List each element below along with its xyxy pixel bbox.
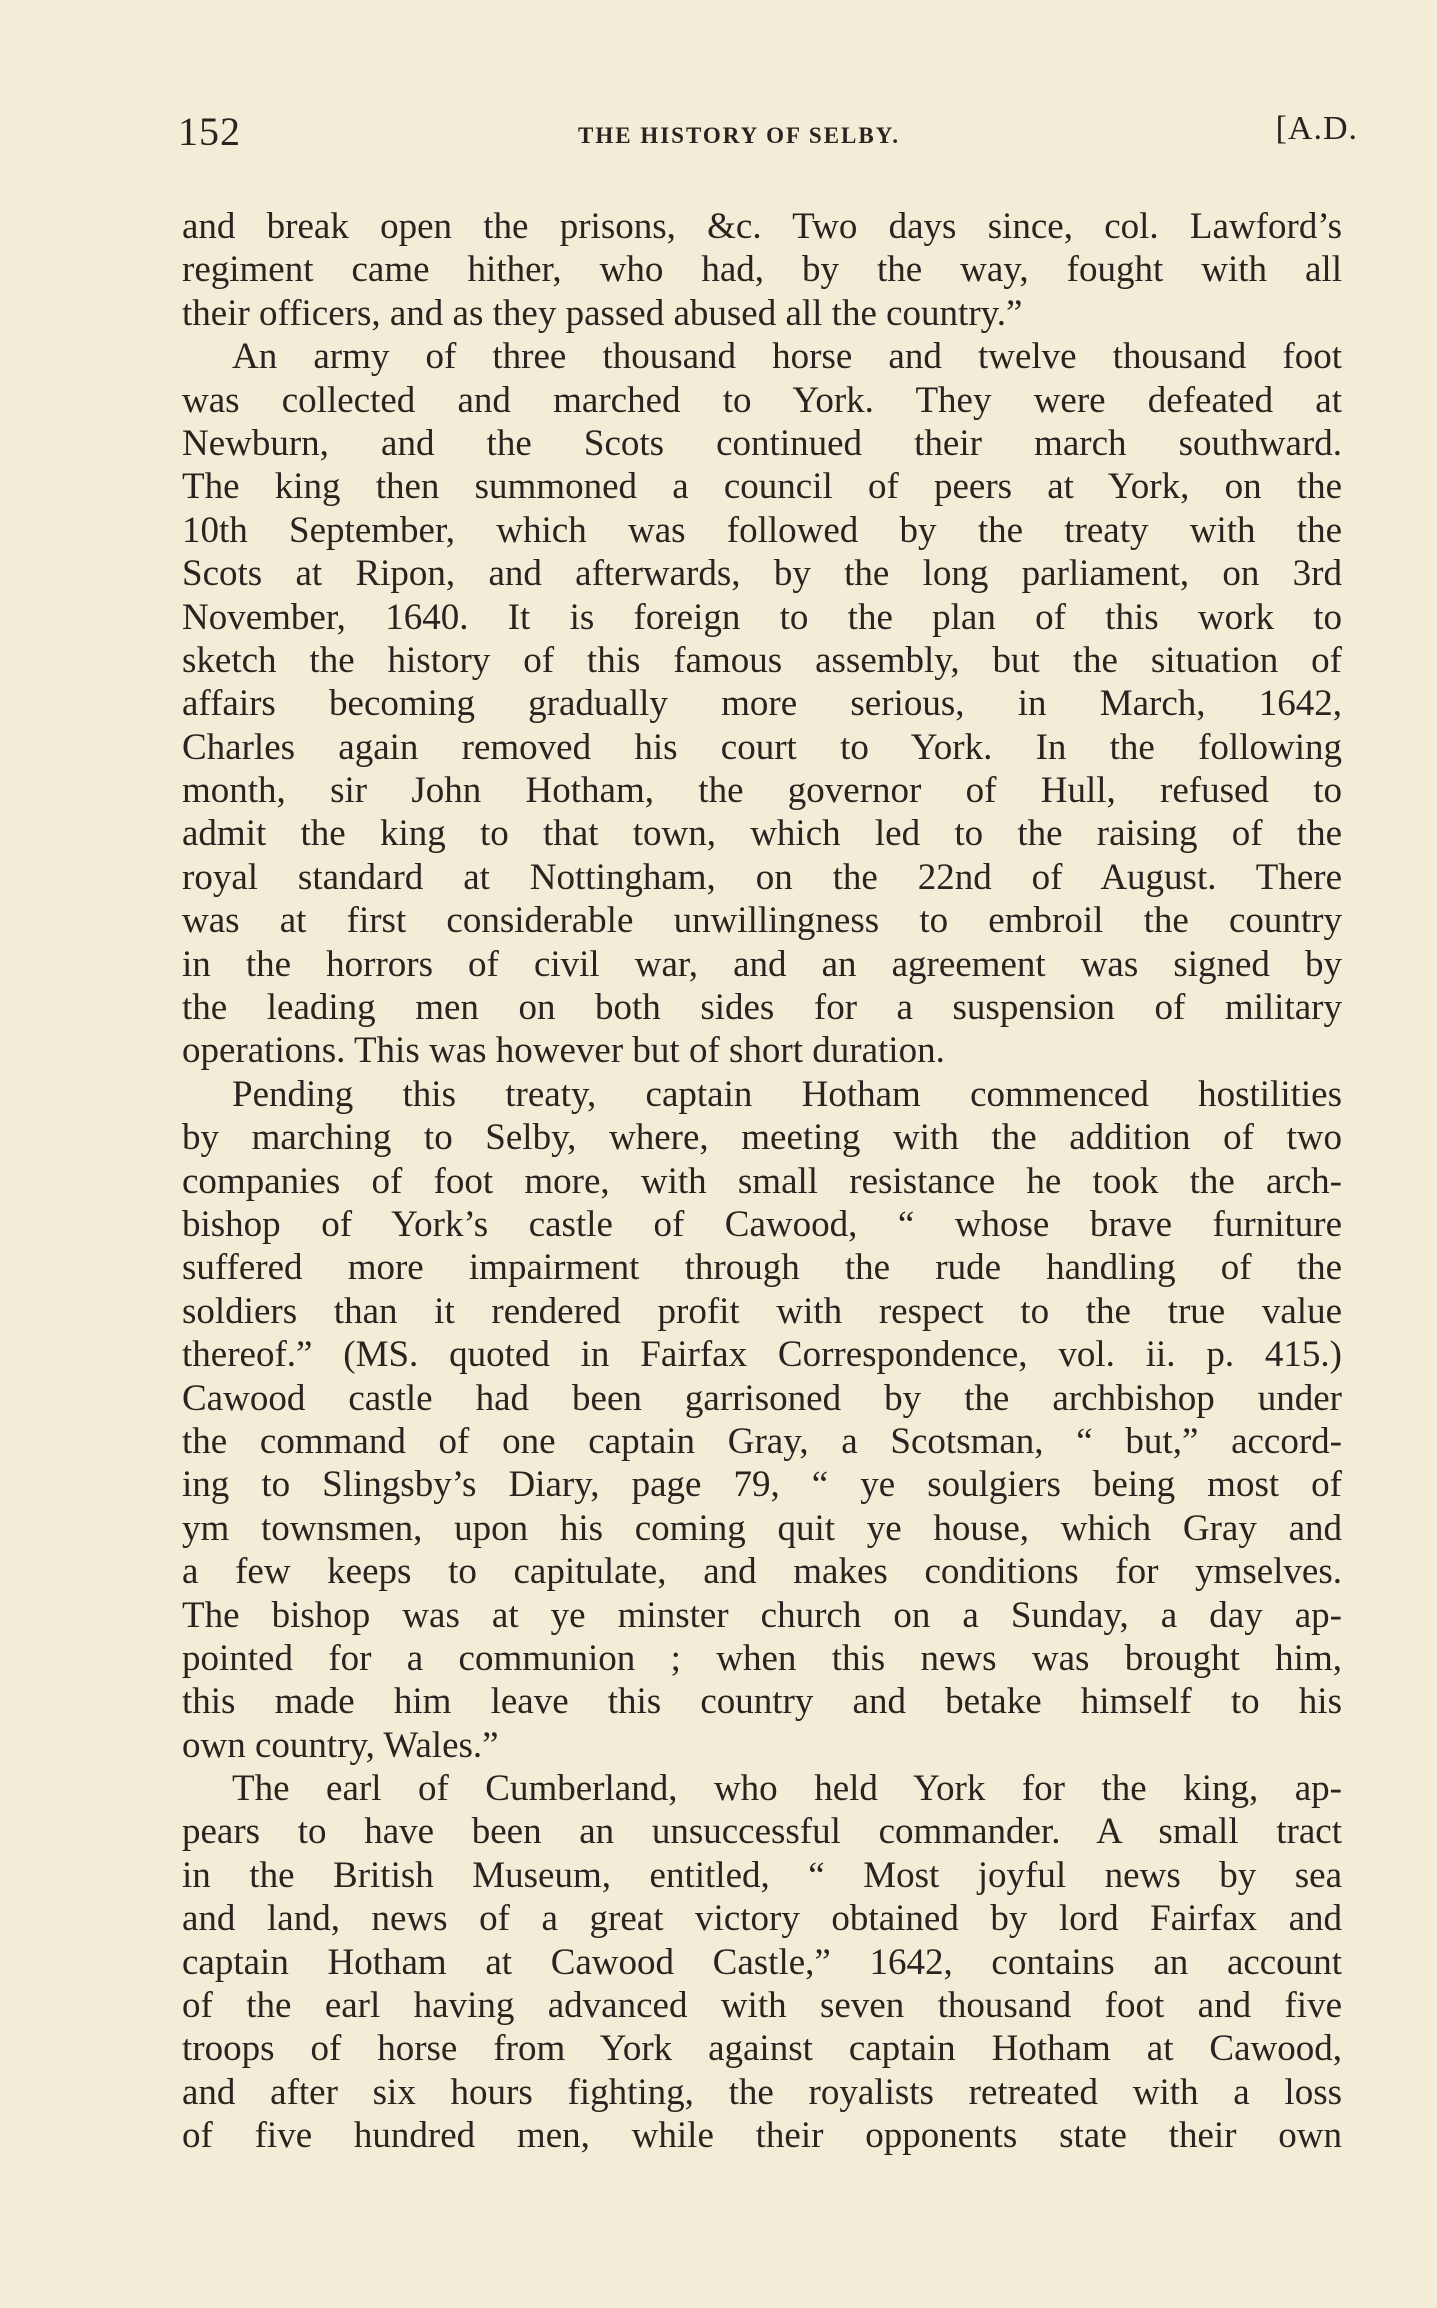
text-line: ing to Slingsby’s Diary, page 79, “ ye soulgiers being most of: [182, 1464, 1342, 1506]
text-line: regiment came hither, who had, by the way, fought with all: [182, 249, 1342, 291]
text-line: month, sir John Hotham, the governor of Hull, refused to: [182, 770, 1342, 812]
text-line: thereof.” (MS. quoted in Fairfax Correspondence, vol. ii. p. 415.): [182, 1334, 1342, 1376]
text-line: their officers, and as they passed abused all the country.”: [182, 292, 1023, 334]
text-line: Charles again removed his court to York. In the following: [182, 726, 1342, 768]
text-line: affairs becoming gradually more serious, in March, 1642,: [182, 683, 1342, 725]
text-line: sketch the history of this famous assembly, but the situation of: [182, 639, 1342, 681]
body-text: [182, 205, 1342, 2158]
text-line: in the British Museum, entitled, “ Most joyful news by sea: [182, 1854, 1342, 1896]
text-line: soldiers than it rendered profit with respect to the true value: [182, 1290, 1342, 1332]
text-line: and land, news of a great victory obtained by lord Fairfax and: [182, 1898, 1342, 1940]
text-line: troops of horse from York against captain Hotham at Cawood,: [182, 2028, 1342, 2070]
text-line: Newburn, and the Scots continued their march southward.: [182, 422, 1342, 464]
text-line: of five hundred men, while their opponents state their own: [182, 2115, 1342, 2157]
text-line: Cawood castle had been garrisoned by the archbishop under: [182, 1377, 1342, 1419]
running-title: THE HISTORY OF SELBY.: [578, 123, 900, 148]
page-header: [178, 108, 1358, 168]
text-line: pointed for a communion ; when this news was brought him,: [182, 1637, 1342, 1679]
page-number: 152: [178, 109, 241, 154]
text-line: An army of three thousand horse and twelve thousand foot: [232, 336, 1342, 378]
text-line: bishop of York’s castle of Cawood, “ whose brave furniture: [182, 1203, 1342, 1245]
text-line: by marching to Selby, where, meeting with the addition of two: [182, 1117, 1342, 1159]
text-line: a few keeps to capitulate, and makes conditions for ymselves.: [182, 1551, 1342, 1593]
text-line: was at first considerable unwillingness to embroil the country: [182, 900, 1342, 942]
text-line: companies of foot more, with small resistance he took the arch-: [182, 1160, 1342, 1202]
text-line: operations. This was however but of short duration.: [182, 1030, 945, 1072]
text-line: The bishop was at ye minster church on a Sunday, a day ap-: [182, 1594, 1342, 1636]
text-line: admit the king to that town, which led to the raising of the: [182, 813, 1342, 855]
text-line: pears to have been an unsuccessful commander. A small tract: [182, 1811, 1342, 1853]
text-line: this made him leave this country and betake himself to his: [182, 1681, 1342, 1723]
text-line: own country, Wales.”: [182, 1724, 499, 1766]
text-line: was collected and marched to York. They were defeated at: [182, 379, 1342, 421]
text-line: the command of one captain Gray, a Scotsman, “ but,” accord-: [182, 1420, 1342, 1462]
text-line: in the horrors of civil war, and an agreement was signed by: [182, 943, 1342, 985]
text-line: suffered more impairment through the rude handling of the: [182, 1247, 1342, 1289]
text-line: Scots at Ripon, and afterwards, by the long parliament, on 3rd: [182, 553, 1342, 595]
text-line: and after six hours fighting, the royalists retreated with a loss: [182, 2071, 1342, 2113]
text-line: The earl of Cumberland, who held York for the king, ap-: [232, 1768, 1342, 1810]
text-line: of the earl having advanced with seven thousand foot and five: [182, 1985, 1342, 2027]
era-label: [A.D.: [1275, 110, 1358, 147]
text-line: ym townsmen, upon his coming quit ye house, which Gray and: [182, 1507, 1342, 1549]
text-line: captain Hotham at Cawood Castle,” 1642, contains an account: [182, 1941, 1342, 1983]
text-line: The king then summoned a council of peers at York, on the: [182, 466, 1342, 508]
text-line: November, 1640. It is foreign to the plan of this work to: [182, 596, 1342, 638]
text-line: and break open the prisons, &c. Two days since, col. Lawford’s: [182, 206, 1342, 247]
text-line: royal standard at Nottingham, on the 22nd of August. There: [182, 856, 1342, 898]
text-line: the leading men on both sides for a suspension of military: [182, 987, 1342, 1029]
text-line: 10th September, which was followed by the treaty with the: [182, 509, 1342, 551]
text-line: Pending this treaty, captain Hotham commenced hostilities: [232, 1073, 1342, 1115]
